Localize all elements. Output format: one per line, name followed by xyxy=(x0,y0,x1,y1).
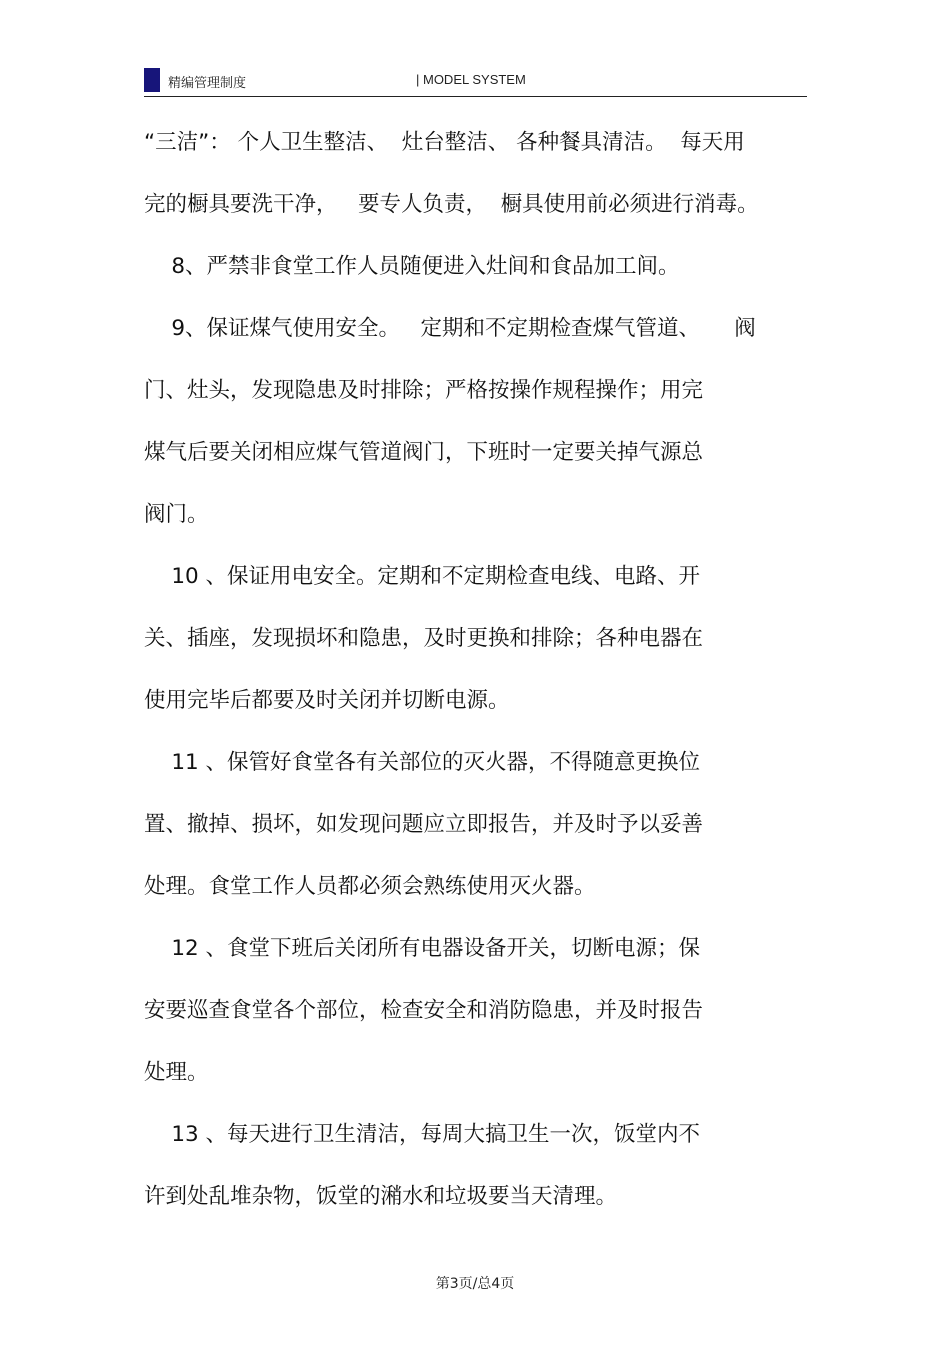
text-line: 11 、保管好食堂各有关部位的灭火器，不得随意更换位 xyxy=(144,750,701,775)
page-number: 第3页/总4页 xyxy=(435,1276,515,1292)
text-line: 9、保证煤气使用安全。 定期和不定期检查煤气管道、 阀 xyxy=(144,316,756,341)
text-line: 许到处乱堆杂物，饭堂的潲水和垃圾要当天清理。 xyxy=(144,1184,618,1209)
header-title: 精编管理制度 xyxy=(168,76,247,91)
header-subtitle: | MODEL SYSTEM xyxy=(416,72,526,87)
text-line: 关、插座，发现损坏和隐患，及时更换和排除；各种电器在 xyxy=(144,626,704,651)
text-line: 处理。 xyxy=(144,1060,209,1085)
text-line: 安要巡查食堂各个部位，检查安全和消防隐患，并及时报告 xyxy=(144,998,704,1023)
text-line: 完的橱具要洗干净， 要专人负责， 橱具使用前必须进行消毒。 xyxy=(144,192,759,217)
page-header xyxy=(144,64,807,97)
text-line: 门、灶头，发现隐患及时排除；严格按操作规程操作；用完 xyxy=(144,378,704,403)
text-line: 8、严禁非食堂工作人员随便进入灶间和食品加工间。 xyxy=(144,254,680,279)
text-line: “三洁”： 个人卫生整洁、 灶台整洁、 各种餐具清洁。 每天用 xyxy=(144,130,745,155)
text-line: 处理。食堂工作人员都必须会熟练使用灭火器。 xyxy=(144,874,596,899)
logo-icon xyxy=(144,68,160,92)
text-line: 10 、保证用电安全。定期和不定期检查电线、电路、开 xyxy=(144,564,701,589)
text-line: 煤气后要关闭相应煤气管道阀门，下班时一定要关掉气源总 xyxy=(144,440,704,465)
text-line: 阀门。 xyxy=(144,502,209,527)
text-line: 13 、每天进行卫生清洁，每周大搞卫生一次，饭堂内不 xyxy=(144,1122,701,1147)
text-line: 使用完毕后都要及时关闭并切断电源。 xyxy=(144,688,510,713)
text-line: 12 、食堂下班后关闭所有电器设备开关，切断电源；保 xyxy=(144,936,701,961)
text-line: 置、撤掉、损坏，如发现问题应立即报告，并及时予以妥善 xyxy=(144,812,704,837)
